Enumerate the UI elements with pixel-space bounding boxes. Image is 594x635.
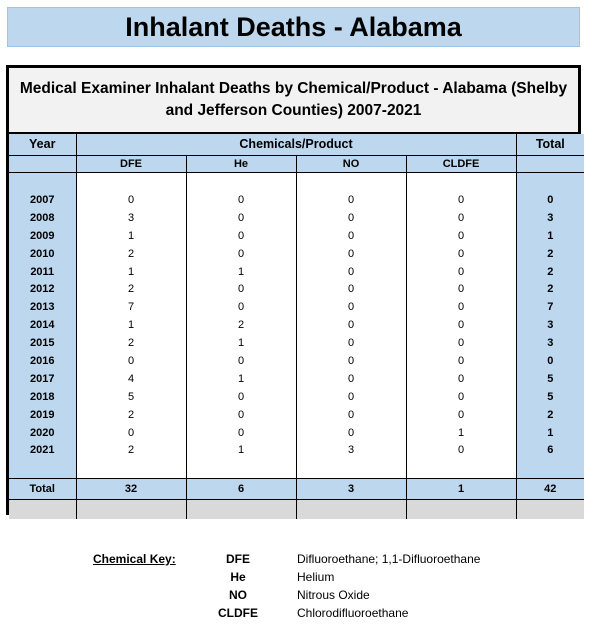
spacer-row (9, 459, 584, 478)
he-cell: 0 (186, 424, 296, 442)
year-cell: 2011 (9, 263, 76, 281)
dfe-cell: 2 (76, 245, 186, 263)
no-cell: 0 (296, 227, 406, 245)
chemical-key-title: Chemical Key: (93, 552, 176, 566)
grand-total-cell: 42 (516, 478, 584, 499)
total-cell: 3 (516, 209, 584, 227)
year-cell: 2010 (9, 245, 76, 263)
blank-cell (516, 459, 584, 478)
dfe-cell: 2 (76, 406, 186, 424)
total-cell: 2 (516, 406, 584, 424)
key-description: Nitrous Oxide (297, 588, 370, 602)
total-cell: 6 (516, 441, 584, 459)
table-row (9, 406, 584, 424)
total-cell: 2 (516, 245, 584, 263)
no-cell: 0 (296, 388, 406, 406)
he-cell: 0 (186, 352, 296, 370)
key-entry (0, 552, 594, 570)
blank-cell (406, 459, 516, 478)
no-cell: 0 (296, 334, 406, 352)
he-cell: 1 (186, 334, 296, 352)
year-cell: 2008 (9, 209, 76, 227)
blank-cell (296, 459, 406, 478)
year-cell: 2007 (9, 191, 76, 209)
cldfe-cell: 0 (406, 441, 516, 459)
no-cell: 0 (296, 298, 406, 316)
no-cell: 3 (296, 441, 406, 459)
year-cell: 2015 (9, 334, 76, 352)
total-cell: 1 (516, 424, 584, 442)
deaths-table (9, 134, 584, 519)
cldfe-cell: 0 (406, 316, 516, 334)
dfe-cell: 4 (76, 370, 186, 388)
total-cell: 0 (516, 191, 584, 209)
table-row (9, 424, 584, 442)
blank-cell (76, 459, 186, 478)
no-cell: 0 (296, 280, 406, 298)
dfe-cell: 2 (76, 334, 186, 352)
he-cell: 0 (186, 406, 296, 424)
spacer-row (9, 172, 584, 191)
no-cell: 0 (296, 406, 406, 424)
total-cell: 5 (516, 370, 584, 388)
table-row (9, 245, 584, 263)
year-cell: 2019 (9, 406, 76, 424)
key-description: Difluoroethane; 1,1-Difluoroethane (297, 552, 481, 566)
year-cell: 2016 (9, 352, 76, 370)
table-row (9, 263, 584, 281)
he-cell: 1 (186, 441, 296, 459)
no-cell: 0 (296, 424, 406, 442)
cldfe-cell: 0 (406, 370, 516, 388)
cldfe-cell: 0 (406, 227, 516, 245)
year-cell: 2021 (9, 441, 76, 459)
no-total-cell: 3 (296, 478, 406, 499)
dfe-cell: 1 (76, 263, 186, 281)
dfe-cell: 1 (76, 316, 186, 334)
he-cell: 0 (186, 227, 296, 245)
footer-row (9, 499, 584, 519)
key-abbr: He (230, 570, 246, 584)
key-description: Helium (297, 570, 335, 584)
footer-cell (76, 499, 186, 519)
key-entry (0, 588, 594, 606)
he-total-cell: 6 (186, 478, 296, 499)
total-cell: 1 (516, 227, 584, 245)
totals-row (9, 478, 584, 499)
year-cell: 2020 (9, 424, 76, 442)
cldfe-cell: 0 (406, 280, 516, 298)
header-row (9, 134, 584, 155)
he-cell: 0 (186, 298, 296, 316)
key-abbr: NO (229, 588, 247, 602)
table-row (9, 388, 584, 406)
he-cell: 1 (186, 370, 296, 388)
dfe-cell: 3 (76, 209, 186, 227)
total-cell: 2 (516, 280, 584, 298)
cldfe-cell: 0 (406, 352, 516, 370)
key-entry (0, 570, 594, 588)
footer-cell (516, 499, 584, 519)
cldfe-cell: 0 (406, 191, 516, 209)
table-row (9, 370, 584, 388)
cldfe-cell: 0 (406, 245, 516, 263)
table-caption: Medical Examiner Inhalant Deaths by Chemical/Product - Alabama (Shelby and Jefferson Counties) 2007-2021 (9, 68, 578, 134)
he-cell: 0 (186, 245, 296, 263)
dfe-cell: 0 (76, 191, 186, 209)
total-header: Total (516, 134, 584, 155)
key-abbr: CLDFE (218, 606, 258, 620)
blank-cell (9, 459, 76, 478)
table-row (9, 227, 584, 245)
year-cell: 2012 (9, 280, 76, 298)
he-cell: 0 (186, 191, 296, 209)
blank-cell (186, 459, 296, 478)
key-entry (0, 606, 594, 624)
dfe-cell: 1 (76, 227, 186, 245)
cldfe-cell: 0 (406, 334, 516, 352)
table-row (9, 334, 584, 352)
footer-cell (9, 499, 76, 519)
year-cell: 2013 (9, 298, 76, 316)
table-row (9, 209, 584, 227)
year-cell: 2014 (9, 316, 76, 334)
dfe-cell: 2 (76, 441, 186, 459)
cldfe-cell: 0 (406, 209, 516, 227)
dfe-total-cell: 32 (76, 478, 186, 499)
total-cell: 0 (516, 352, 584, 370)
table-row (9, 298, 584, 316)
cldfe-cell: 0 (406, 298, 516, 316)
no-header: NO (296, 155, 406, 172)
he-cell: 0 (186, 388, 296, 406)
he-header: He (186, 155, 296, 172)
table-row (9, 316, 584, 334)
cldfe-header: CLDFE (406, 155, 516, 172)
no-cell: 0 (296, 209, 406, 227)
he-cell: 0 (186, 280, 296, 298)
no-cell: 0 (296, 263, 406, 281)
deaths-table-frame (6, 65, 581, 515)
footer-cell (406, 499, 516, 519)
table-row (9, 280, 584, 298)
dfe-cell: 2 (76, 280, 186, 298)
he-cell: 2 (186, 316, 296, 334)
footer-cell (186, 499, 296, 519)
year-header: Year (9, 134, 76, 155)
cldfe-cell: 0 (406, 263, 516, 281)
table-row (9, 191, 584, 209)
year-cell: 2017 (9, 370, 76, 388)
dfe-header: DFE (76, 155, 186, 172)
total-cell: 5 (516, 388, 584, 406)
total-cell: 7 (516, 298, 584, 316)
cldfe-total-cell: 1 (406, 478, 516, 499)
dfe-cell: 7 (76, 298, 186, 316)
table-row (9, 352, 584, 370)
he-cell: 0 (186, 209, 296, 227)
subheader-row (9, 155, 584, 172)
no-cell: 0 (296, 191, 406, 209)
cldfe-cell: 0 (406, 406, 516, 424)
dfe-cell: 0 (76, 424, 186, 442)
footer-cell (296, 499, 406, 519)
total-cell: 2 (516, 263, 584, 281)
key-description: Chlorodifluoroethane (297, 606, 409, 620)
dfe-cell: 5 (76, 388, 186, 406)
cldfe-cell: 1 (406, 424, 516, 442)
key-abbr: DFE (226, 552, 250, 566)
year-cell: 2018 (9, 388, 76, 406)
total-cell: 3 (516, 316, 584, 334)
no-cell: 0 (296, 316, 406, 334)
he-cell: 1 (186, 263, 296, 281)
no-cell: 0 (296, 370, 406, 388)
total-cell: 3 (516, 334, 584, 352)
page-title: Inhalant Deaths - Alabama (7, 7, 580, 47)
totals-label: Total (9, 478, 76, 499)
chemicals-header: Chemicals/Product (76, 134, 516, 155)
dfe-cell: 0 (76, 352, 186, 370)
cldfe-cell: 0 (406, 388, 516, 406)
year-cell: 2009 (9, 227, 76, 245)
no-cell: 0 (296, 352, 406, 370)
table-row (9, 441, 584, 459)
no-cell: 0 (296, 245, 406, 263)
